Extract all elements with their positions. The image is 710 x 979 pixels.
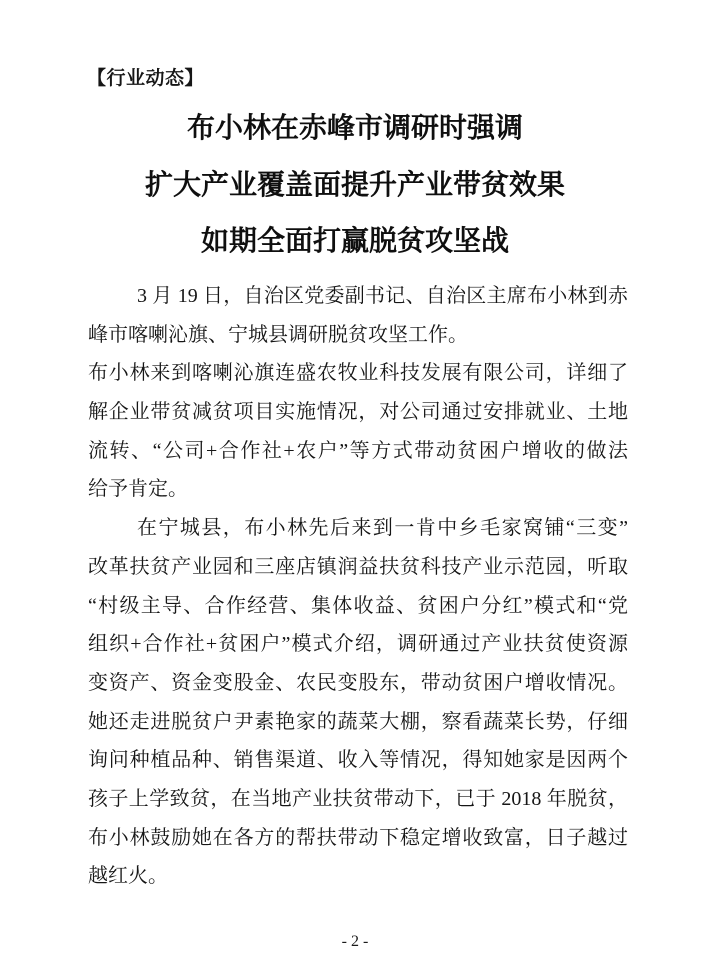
body-line: 峰市喀喇沁旗、宁城县调研脱贫攻坚工作。 bbox=[88, 323, 468, 346]
body-line: 布小林鼓励她在各方的帮扶带动下稳定增收致富，日子越过 bbox=[88, 826, 628, 849]
section-tag: 【行业动态】 bbox=[87, 68, 205, 89]
body-line: 孩子上学致贫，在当地产业扶贫带动下，已于 2018 年脱贫， bbox=[88, 787, 628, 810]
body-line: 询问种植品种、销售渠道、收入等情况，得知她家是因两个 bbox=[88, 749, 628, 772]
body-line: 组织+合作社+贫困户”模式介绍，调研通过产业扶贫使资源 bbox=[88, 633, 628, 656]
body-line: 改革扶贫产业园和三座店镇润益扶贫科技产业示范园，听取 bbox=[88, 555, 628, 578]
body-line: 给予肯定。 bbox=[88, 478, 188, 501]
title-line-2: 扩大产业覆盖面提升产业带贫效果 bbox=[144, 169, 565, 201]
title-line-3: 如期全面打赢脱贫攻坚战 bbox=[200, 226, 509, 257]
body-line: 3 月 19 日，自治区党委副书记、自治区主席布小林到赤 bbox=[137, 285, 628, 307]
body-line: 解企业带贫减贫项目实施情况，对公司通过安排就业、土地 bbox=[88, 401, 628, 424]
title-line-1: 布小林在赤峰市调研时强调 bbox=[186, 113, 523, 144]
page-number: - 2 - bbox=[341, 933, 369, 950]
body-line: 越红火。 bbox=[88, 865, 168, 888]
document-title bbox=[0, 101, 710, 271]
body-line: 布小林来到喀喇沁旗连盛农牧业科技发展有限公司，详细了 bbox=[88, 362, 628, 385]
body-line: 在宁城县，布小林先后来到一肯中乡毛家窝铺“三变” bbox=[137, 517, 628, 540]
body-line: 变资产、资金变股金、农民变股东，带动贫困户增收情况。 bbox=[88, 671, 628, 694]
body-text bbox=[88, 277, 628, 896]
body-line: 流转、“公司+合作社+农户”等方式带动贫困户增收的做法 bbox=[88, 439, 628, 462]
body-line: 她还走进脱贫户尹素艳家的蔬菜大棚，察看蔬菜长势，仔细 bbox=[88, 710, 628, 733]
body-line: “村级主导、合作经营、集体收益、贫困户分红”模式和“党 bbox=[88, 594, 628, 617]
